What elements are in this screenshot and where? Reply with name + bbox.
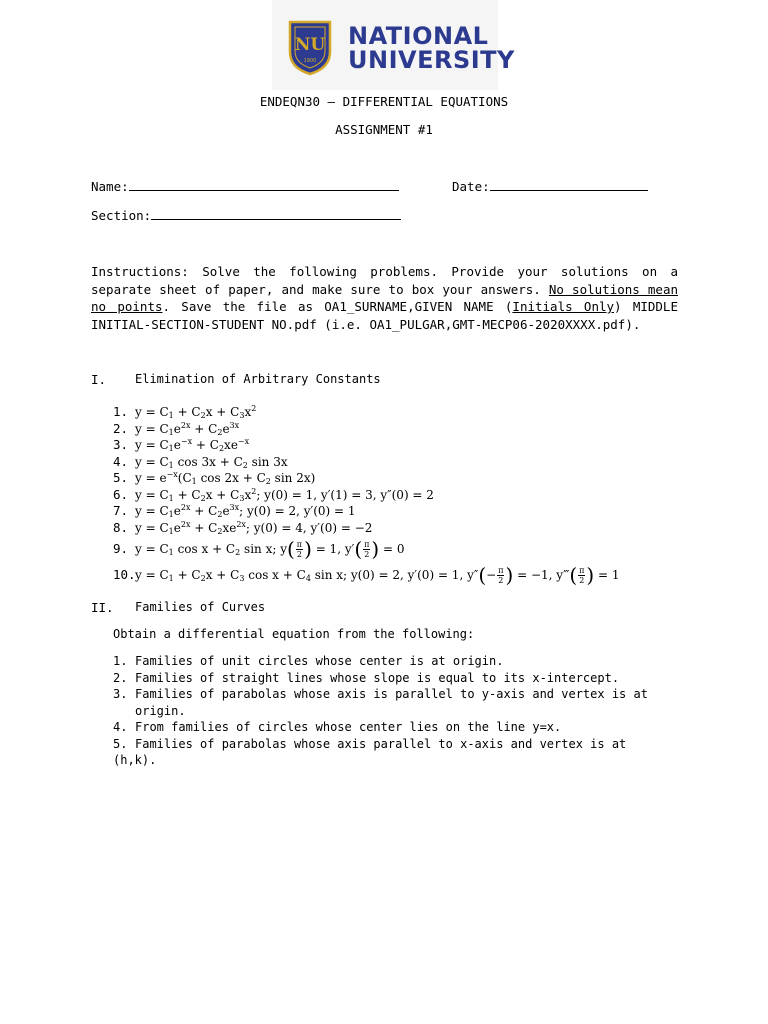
section-field (91, 208, 401, 223)
date-label: Date: (452, 179, 490, 194)
section-2-numeral: II. (91, 600, 114, 615)
family-item: 5. Families of parabolas whose axis parallel to x-axis and vertex is at (h,k). (113, 736, 627, 767)
problem-8: 8. $y = C_1e^{2x} + C_2xe^{2x}$; y(0) = 4, y′(0) = −2 (113, 519, 373, 536)
date-blank[interactable] (490, 190, 648, 191)
name-label: Name: (91, 179, 129, 194)
section-1-title: Elimination of Arbitrary Constants (135, 372, 381, 386)
elimination-problem-list (113, 403, 733, 587)
problem-9: 9. $y = C_1$ $\cos x + C_2$ sin x; y( $\frac{\pi}{2}$ ) = 1, y′( $\frac{\pi}{2}$ ) = 0 (113, 537, 405, 561)
problem-5: 5. $y = e^{-x}(C_1$ $\cos 2x + C_2$ sin 2x) (113, 470, 316, 486)
university-logo (272, 0, 515, 90)
logo-text-university: UNIVERSITY (348, 46, 515, 74)
problem-7: 7. $y = C_1e^{2x} + C_2e^{3x}$; y(0) = 2, y′(0) = 1 (113, 503, 356, 519)
problem-10: $10.y = C_1 + C_2x + C_3$ $\cos x + C_4$ sin x; y(0) = 2, y′(0) = 1, y″(− $\frac{\pi}{2}$ ) = −1, y‴( $\frac{\pi}{2}$ ) = 1 (113, 563, 620, 587)
families-problem-list (113, 653, 673, 767)
problem-4: 4. $y = C_1$ $\cos 3x + C_2$ sin 3x (113, 453, 288, 470)
no-solutions-note: No solutions mean no points (91, 281, 678, 314)
name-field (91, 179, 399, 194)
instructions-paragraph: Instructions: Solve the following problems. Provide your solutions on a separate sheet of paper, and make sure to box your answers. No solutions mean no points. Save the file as OA1_SURNAME,GIVEN NAME (Initials Only) MIDDLE INITIAL-SECTION-STUDENT NO.pdf (i.e. OA1_PULGAR,GMT-MECP06-2020XXXX.pdf). (91, 264, 678, 332)
section-blank[interactable] (151, 219, 401, 220)
svg-text:NU: NU (294, 35, 326, 55)
family-item: 1. Families of unit circles whose center is at origin. (113, 654, 504, 668)
problem-2: 2. $y = C_1e^{2x} + C_2e^{3x}$ (113, 420, 240, 437)
section-label: Section: (91, 208, 152, 223)
problem-6: 6. $y = C_1 + C_2x + C_3x^2$; y(0) = 1, y′(1) = 3, y″(0) = 2 (113, 486, 434, 503)
section-1-numeral: I. (91, 372, 107, 387)
assignment-title: ASSIGNMENT #1 (335, 122, 433, 137)
initials-only-note: Initials Only (512, 299, 615, 314)
family-item: 4. From families of circles whose center lies on the line y=x. (113, 720, 562, 734)
problem-1: 1. $y = C_1 + C_2x + C_3x^2$ (113, 404, 257, 420)
family-item: 2. Families of straight lines whose slope is equal to its x-intercept. (113, 670, 620, 685)
problem-3: 3. $y = C_1e^{-x} + C_2xe^{-x}$ (113, 437, 250, 453)
course-title: ENDEQN30 – DIFFERENTIAL EQUATIONS (259, 94, 509, 109)
section-2-prompt: Obtain a differential equation from the following: (113, 627, 475, 641)
university-seal-icon (286, 18, 334, 76)
svg-text:1900: 1900 (303, 58, 317, 64)
section-2-title: Families of Curves (135, 600, 266, 614)
family-item-continuation: origin. (135, 703, 186, 718)
logo-text-national: NATIONAL (348, 22, 489, 50)
name-blank[interactable] (129, 190, 399, 191)
family-item: 3. Families of parabolas whose axis is parallel to y-axis and vertex is at (113, 687, 648, 701)
date-field (452, 179, 648, 194)
